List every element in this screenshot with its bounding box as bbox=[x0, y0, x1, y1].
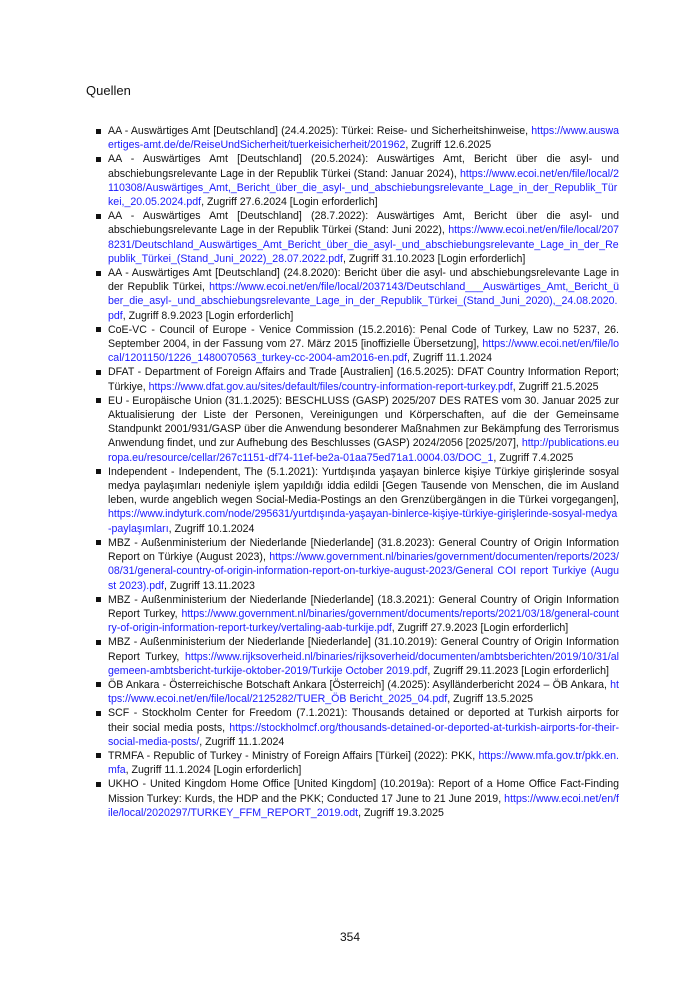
reference-link[interactable]: https://www.government.nl/binaries/government/documenten/reports/2023/08/31/general-country-of-origin-information-report-on-turkiye-august-2023/General COI report Turkiye (August 2023).pdf bbox=[108, 551, 619, 592]
section-heading: Quellen bbox=[86, 83, 131, 98]
reference-link[interactable]: https://www.government.nl/binaries/government/documents/reports/2021/03/18/general-country-of-origin-information-report-turkey/vertaling-aab-turkije.pdf bbox=[108, 607, 619, 635]
reference-link[interactable]: https://www.ecoi.net/en/file/local/2125282/TUER_ÖB Bericht_2025_04.pdf bbox=[108, 678, 619, 706]
reference-item bbox=[96, 209, 619, 266]
reference-text: UKHO - United Kingdom Home Office [United Kingdom] (10.2019a): Report of a Home Office Fact-Finding Mission Turkey: Kurds, the HDP and the PKK; Conducted 17 June to 21 June 2019, bbox=[108, 778, 619, 805]
reference-link[interactable]: https://www.auswaertiges-amt.de/de/ReiseUndSicherheit/tuerkeisicherheit/201962 bbox=[108, 125, 619, 152]
reference-link[interactable]: http://publications.europa.eu/resource/cellar/267c1151-df74-11ef-be2a-01aa75ed71a1.0004.03/DOC_1 bbox=[108, 437, 619, 464]
reference-access-note: , Zugriff 27.6.2024 [Login erforderlich] bbox=[201, 196, 378, 209]
reference-text: AA - Auswärtiges Amt [Deutschland] (28.7.2022): Auswärtiges Amt, Bericht über die asyl- und abschiebungsrelevante Lage in der Republik Türkei (Stand: Juni 2022), bbox=[108, 210, 619, 237]
reference-link[interactable]: https://www.ecoi.net/en/file/local/2020297/TURKEY_FFM_REPORT_2019.odt bbox=[108, 792, 619, 819]
reference-item bbox=[96, 266, 619, 323]
reference-text: MBZ - Außenministerium der Niederlande [Niederlande] (31.8.2023): General Country of Origin Information Report on Türkiye (August 2023), bbox=[108, 536, 619, 564]
reference-access-note: , Zugriff 13.5.2025 bbox=[447, 693, 533, 706]
reference-item bbox=[96, 678, 619, 706]
reference-access-note: , Zugriff 27.9.2023 [Login erforderlich] bbox=[391, 622, 569, 635]
reference-text: DFAT - Department of Foreign Affairs and Trade [Australien] (16.5.2025): DFAT Country Information Report; Türkiye, bbox=[108, 366, 619, 393]
reference-link[interactable]: https://www.ecoi.net/en/file/local/2110308/Auswärtiges_Amt,_Bericht_über_die_asyl-_und_abschiebungsrelevante_Lage_in_der_Republik_Türkei,_20.05.2024.pdf bbox=[108, 167, 619, 209]
reference-link[interactable]: https://www.rijksoverheid.nl/binaries/rijksoverheid/documenten/ambtsberichten/2019/10/31/algemeen-ambtsbericht-turkije-oktober-2019/Turkije October 2019.pdf bbox=[108, 650, 619, 677]
reference-access-note: , Zugriff 11.1.2024 bbox=[199, 735, 285, 748]
reference-item bbox=[96, 777, 619, 820]
reference-item bbox=[96, 465, 619, 536]
page-number: 354 bbox=[339, 930, 361, 944]
reference-list bbox=[96, 124, 619, 820]
reference-item bbox=[96, 323, 619, 366]
reference-access-note: , Zugriff 21.5.2025 bbox=[512, 380, 599, 393]
reference-text: TRMFA - Republic of Turkey - Ministry of Foreign Affairs [Türkei] (2022): PKK, bbox=[108, 749, 479, 762]
reference-item bbox=[96, 593, 619, 636]
reference-text: AA - Auswärtiges Amt [Deutschland] (24.8.2020): Bericht über die asyl- und abschiebungsrelevante Lage in der Republik Türkei, bbox=[108, 267, 619, 294]
reference-text: AA - Auswärtiges Amt [Deutschland] (20.5.2024): Auswärtiges Amt, Bericht über die asyl- und abschiebungsrelevante Lage in der Republik Türkei (Stand: Januar 2024), bbox=[108, 153, 619, 180]
reference-link[interactable]: https://www.indyturk.com/node/295631/yurtdışında-yaşayan-binlerce-kişiye-türkiye-girişlerinde-sosyal-medya-paylaşımları bbox=[108, 508, 618, 535]
reference-access-note: , Zugriff 10.1.2024 bbox=[168, 522, 255, 535]
reference-access-note: , Zugriff 7.4.2025 bbox=[493, 451, 574, 464]
reference-text: AA - Auswärtiges Amt [Deutschland] (24.4.2025): Türkei: Reise- und Sicherheitshinweise, bbox=[108, 125, 532, 137]
reference-access-note: , Zugriff 29.11.2023 [Login erforderlich] bbox=[427, 664, 609, 677]
reference-item bbox=[96, 635, 619, 678]
reference-item bbox=[96, 749, 619, 777]
reference-access-note: , Zugriff 11.1.2024 [Login erforderlich] bbox=[125, 764, 302, 777]
reference-text: CoE-VC - Council of Europe - Venice Commission (15.2.2016): Penal Code of Turkey, Law no 5237, 26. September 2004, in der Fassung vom 27. März 2015 [inoffizielle Übersetzung], bbox=[108, 323, 619, 351]
reference-item bbox=[96, 706, 619, 749]
reference-access-note: , Zugriff 13.11.2023 bbox=[163, 579, 255, 592]
reference-access-note: , Zugriff 11.1.2024 bbox=[407, 352, 493, 365]
reference-item bbox=[96, 536, 619, 593]
reference-text: SCF - Stockholm Center for Freedom (7.1.2021): Thousands detained or deported at Turkish airports for their social media posts, bbox=[108, 707, 619, 734]
reference-link[interactable]: https://www.ecoi.net/en/file/local/2037143/Deutschland___Auswärtiges_Amt,_Bericht_über_die_asyl-_und_abschiebungsrelevante_Lage_in_der_Republik_Türkei_(Stand_Juni_2020),_24.08.2020.pdf bbox=[108, 281, 619, 322]
reference-link[interactable]: https://www.ecoi.net/en/file/local/2078231/Deutschland_Auswärtiges_Amt_Bericht_über_die_asyl-_und_abschiebungsrelevante_Lage_in_der_Republik_Türkei_(Stand_Juni_2022)_28.07.2022.pdf bbox=[108, 224, 619, 265]
reference-access-note: , Zugriff 12.6.2025 bbox=[405, 139, 492, 152]
reference-item bbox=[96, 152, 619, 209]
reference-text: MBZ - Außenministerium der Niederlande [Niederlande] (18.3.2021): General Country of Origin Information Report Turkey, bbox=[108, 593, 619, 620]
reference-link[interactable]: https://www.ecoi.net/en/file/local/1201150/1226_1480070563_turkey-cc-2004-am2016-en.pdf bbox=[108, 338, 619, 365]
reference-text: ÖB Ankara - Österreichische Botschaft Ankara [Österreich] (4.2025): Asylländerbericht 2024 – ÖB Ankara, bbox=[108, 678, 611, 691]
reference-text: MBZ - Außenministerium der Niederlande [Niederlande] (31.10.2019): General Country of Origin Information Report Turkey, bbox=[108, 636, 619, 663]
reference-link[interactable]: https://www.dfat.gov.au/sites/default/files/country-information-report-turkey.pdf bbox=[148, 380, 513, 393]
reference-item bbox=[96, 124, 619, 152]
reference-access-note: , Zugriff 31.10.2023 [Login erforderlich] bbox=[343, 252, 526, 265]
reference-text: EU - Europäische Union (31.1.2025): BESCHLUSS (GASP) 2025/207 DES RATES vom 30. Januar 2025 zur Aktualisierung der Liste der Personen, Vereinigungen und Körperschaften, auf die der Gemeinsame Standpunkt 2001/931/GASP über die Anwendung besonderer Maßnahmen zur Bekämpfung des Terrorismus Anwendung findet, und zur Aufhebung des Beschlusses (GASP) 2024/2056 [2025/207], bbox=[108, 394, 619, 450]
reference-link[interactable]: https://www.mfa.gov.tr/pkk.en.mfa bbox=[108, 749, 619, 777]
reference-access-note: , Zugriff 8.9.2023 [Login erforderlich] bbox=[122, 309, 294, 322]
reference-item bbox=[96, 394, 619, 465]
reference-access-note: , Zugriff 19.3.2025 bbox=[358, 806, 444, 819]
reference-link[interactable]: https://stockholmcf.org/thousands-detained-or-deported-at-turkish-airports-for-their-social-media-posts/ bbox=[108, 721, 619, 748]
reference-item bbox=[96, 365, 619, 393]
reference-text: Independent - Independent, The (5.1.2021): Yurtdışında yaşayan binlerce kişiye Türkiye girişlerinde sosyal medya paylaşımları nedeniyle işlem yapıldığı iddia edildi [Gegen Tausende von Menschen, die im Ausland leben, wurde angeblich wegen Social-Media-Postings an den Grenzübergängen in die Türkei vorgegangen], bbox=[108, 465, 619, 507]
